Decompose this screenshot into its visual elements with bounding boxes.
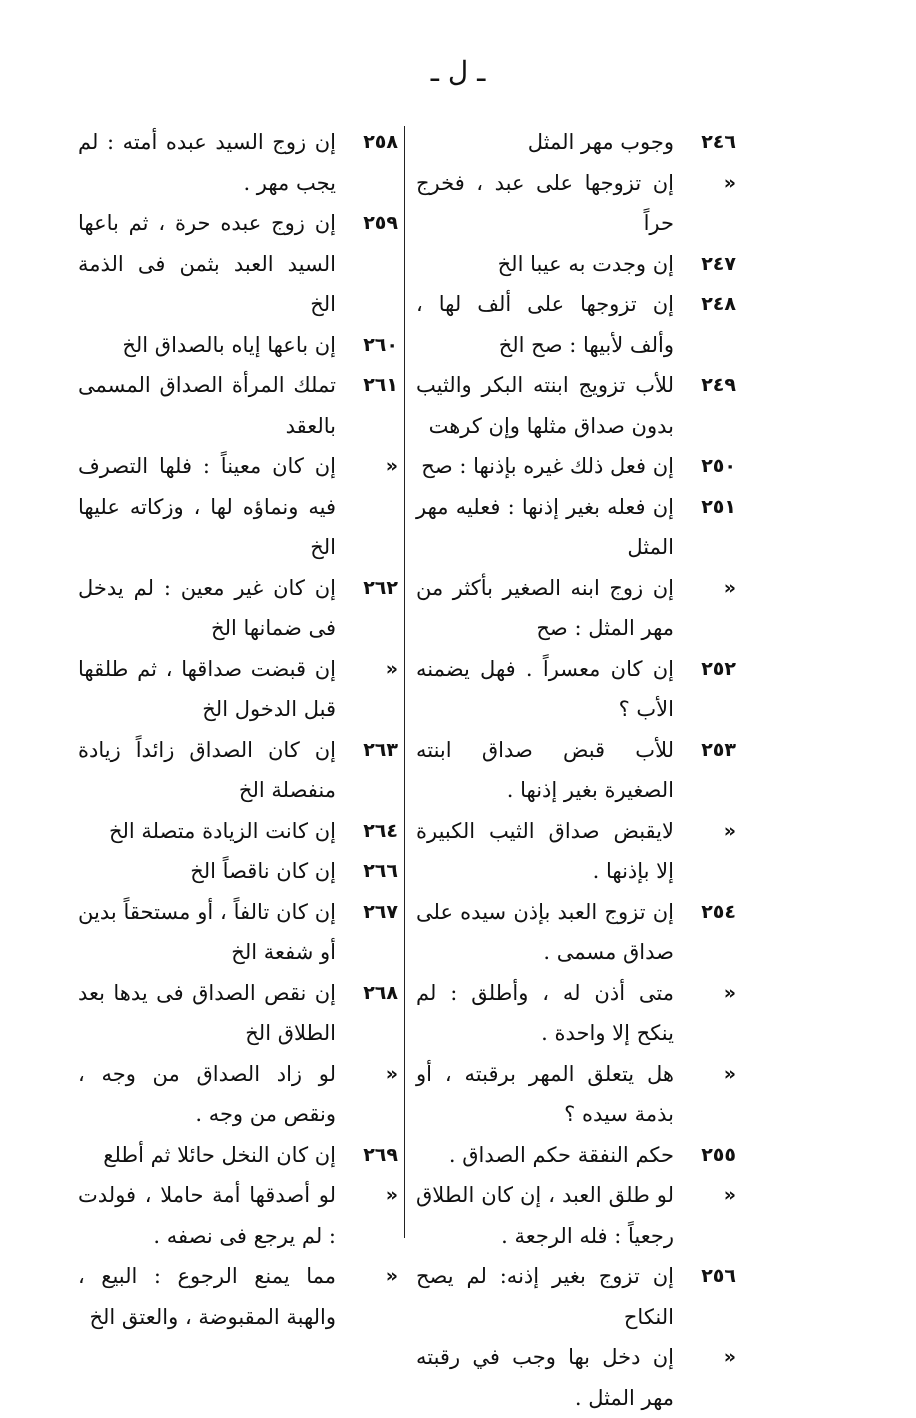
index-entry <box>78 1256 398 1337</box>
index-entry <box>416 284 736 365</box>
index-entry <box>78 203 398 325</box>
index-entry <box>78 892 398 973</box>
entry-number: ٢٦٧ <box>363 900 398 923</box>
entry-number: ٢٦٨ <box>363 981 398 1004</box>
entry-number: ٢٥٠ <box>701 455 736 477</box>
entry-text: إن كان معيناً : فلها التصرف فيه ونماؤه لها ، وزكاته عليها الخ <box>78 454 336 559</box>
index-entry <box>416 365 736 446</box>
entry-text: لو طلق العبد ، إن كان الطلاق رجعياً : فله الرجعة . <box>416 1183 674 1248</box>
index-entry <box>416 811 736 892</box>
entry-text: إن كان الصداق زائداً زيادة منفصلة الخ <box>78 737 336 802</box>
index-entry <box>78 649 398 730</box>
entry-number: « <box>723 1346 736 1368</box>
entry-number: ٢٥٦ <box>701 1265 736 1287</box>
entry-number: « <box>385 1184 398 1206</box>
entry-text: إن كان غير معين : لم يدخل فى ضمانها الخ <box>78 575 336 640</box>
entry-text: إن تزوج العبد بإذن سيده على صداق مسمى . <box>416 899 674 964</box>
entry-number: ٢٤٩ <box>701 374 736 396</box>
entry-number: « <box>723 576 736 599</box>
entry-number: ٢٦٢ <box>363 576 398 599</box>
entry-number: ٢٦٣ <box>363 738 398 761</box>
entry-text: إن كان معسراً . فهل يضمنه الأب ؟ <box>416 656 674 721</box>
index-entry <box>416 163 736 244</box>
entry-text: متى أذن له ، وأطلق : لم ينكح إلا واحدة . <box>416 980 674 1045</box>
entry-text: مما يمنع الرجوع : البيع ، والهبة المقبوضة ، والعتق الخ <box>78 1264 336 1329</box>
index-entry <box>416 487 736 568</box>
entry-text: إن نقص الصداق فى يدها بعد الطلاق الخ <box>78 980 336 1045</box>
entry-text: إن باعها إياه بالصداق الخ <box>122 332 336 357</box>
entry-number: ٢٦١ <box>363 374 398 396</box>
index-entry <box>416 649 736 730</box>
entry-number: « <box>385 1062 398 1085</box>
index-entry <box>416 1256 736 1337</box>
index-entry <box>78 325 398 366</box>
entry-text: لايقبض صداق الثيب الكبيرة إلا بإذنها . <box>416 818 674 883</box>
index-entry <box>78 122 398 203</box>
entry-number: ٢٥٥ <box>701 1143 736 1166</box>
entry-number: ٢٥٣ <box>701 738 736 761</box>
index-entry <box>78 851 398 892</box>
index-entry <box>78 1054 398 1135</box>
index-column-right <box>416 122 736 1418</box>
index-entry <box>78 811 398 852</box>
entry-text: إن فعل ذلك غيره بإذنها : صح <box>421 454 674 478</box>
index-entry <box>416 1054 736 1135</box>
entry-number: ٢٥٩ <box>363 212 398 234</box>
entry-text: وجوب مهر المثل <box>527 130 674 154</box>
index-entry <box>416 244 736 285</box>
entry-number: « <box>723 171 736 194</box>
entry-number: ٢٦٠ <box>363 333 398 356</box>
entry-text: حكم النفقة حكم الصداق . <box>448 1142 674 1167</box>
entry-text: تملك المرأة الصداق المسمى بالعقد <box>78 373 336 438</box>
entry-text: إن فعله بغير إذنها : فعليه مهر المثل <box>416 494 674 559</box>
page-number: ـ ل ـ <box>430 55 486 88</box>
entry-number: « <box>723 981 736 1004</box>
index-entry <box>78 568 398 649</box>
index-entry <box>416 122 736 163</box>
entry-text: إن كانت الزيادة متصلة الخ <box>108 818 336 843</box>
column-divider <box>404 126 405 1238</box>
entry-number: ٢٥٨ <box>363 131 398 153</box>
entry-text: إن كان النخل حائلا ثم أطلع <box>103 1142 336 1167</box>
entry-number: ٢٤٧ <box>701 252 736 275</box>
entry-number: « <box>723 1184 736 1206</box>
entry-number: ٢٥١ <box>701 495 736 518</box>
entry-number: ٢٤٦ <box>701 131 736 153</box>
entry-text: لو زاد الصداق من وجه ، ونقص من وجه . <box>78 1061 336 1126</box>
index-entry <box>78 973 398 1054</box>
entry-number: ٢٥٢ <box>701 657 736 680</box>
entry-text: إن تزوجها على ألف لها ، وألف لأبيها : صح الخ <box>416 292 674 357</box>
entry-text: إن زوج ابنه الصغير بأكثر من مهر المثل : صح <box>416 575 674 640</box>
index-entry <box>416 446 736 487</box>
entry-number: ٢٤٨ <box>701 293 736 315</box>
index-entry <box>416 973 736 1054</box>
index-entry <box>78 730 398 811</box>
entry-text: إن كان ناقصاً الخ <box>190 859 336 883</box>
entry-number: « <box>385 455 398 477</box>
entry-text: إن كان تالفاً ، أو مستحقاً بدين أو شفعة الخ <box>78 899 336 964</box>
index-entry <box>416 892 736 973</box>
entry-number: ٢٦٤ <box>363 819 398 842</box>
index-entry <box>78 446 398 568</box>
entry-number: ٢٦٩ <box>363 1143 398 1166</box>
entry-number: ٢٦٦ <box>363 860 398 882</box>
page-header <box>0 52 916 92</box>
entry-text: إن دخل بها وجب في رقبته مهر المثل . <box>416 1345 674 1410</box>
index-entry <box>78 1175 398 1256</box>
entry-number: « <box>385 657 398 680</box>
entry-number: « <box>385 1265 398 1287</box>
entry-number: « <box>723 819 736 842</box>
entry-text: إن وجدت به عيبا الخ <box>497 251 674 276</box>
entry-text: لو أصدقها أمة حاملا ، فولدت : لم يرجع فى نصفه . <box>78 1183 336 1248</box>
index-entry <box>416 1175 736 1256</box>
entry-text: للأب تزويج ابنته البكر والثيب بدون صداق مثلها وإن كرهت <box>416 373 674 438</box>
entry-text: إن زوج عبده حرة ، ثم باعها السيد العبد بثمن فى الذمة الخ <box>78 211 336 316</box>
index-entry <box>78 365 398 446</box>
entry-number: ٢٥٤ <box>701 900 736 923</box>
entry-text: إن زوج السيد عبده أمته : لم يجب مهر . <box>78 130 336 195</box>
entry-text: إن تزوجها على عبد ، فخرج حراً <box>416 170 674 235</box>
index-entry <box>416 568 736 649</box>
index-column-left <box>78 122 398 1337</box>
entry-text: إن قبضت صداقها ، ثم طلقها قبل الدخول الخ <box>78 656 336 721</box>
index-entry <box>78 1135 398 1176</box>
index-entry <box>416 730 736 811</box>
entry-text: للأب قبض صداق ابنته الصغيرة بغير إذنها . <box>416 737 674 802</box>
index-entry <box>416 1135 736 1176</box>
entry-text: إن تزوج بغير إذنه: لم يصح النكاح <box>416 1264 674 1329</box>
entry-text: هل يتعلق المهر برقبته ، أو بذمة سيده ؟ <box>416 1061 674 1126</box>
entry-number: « <box>723 1062 736 1085</box>
index-entry <box>416 1337 736 1418</box>
